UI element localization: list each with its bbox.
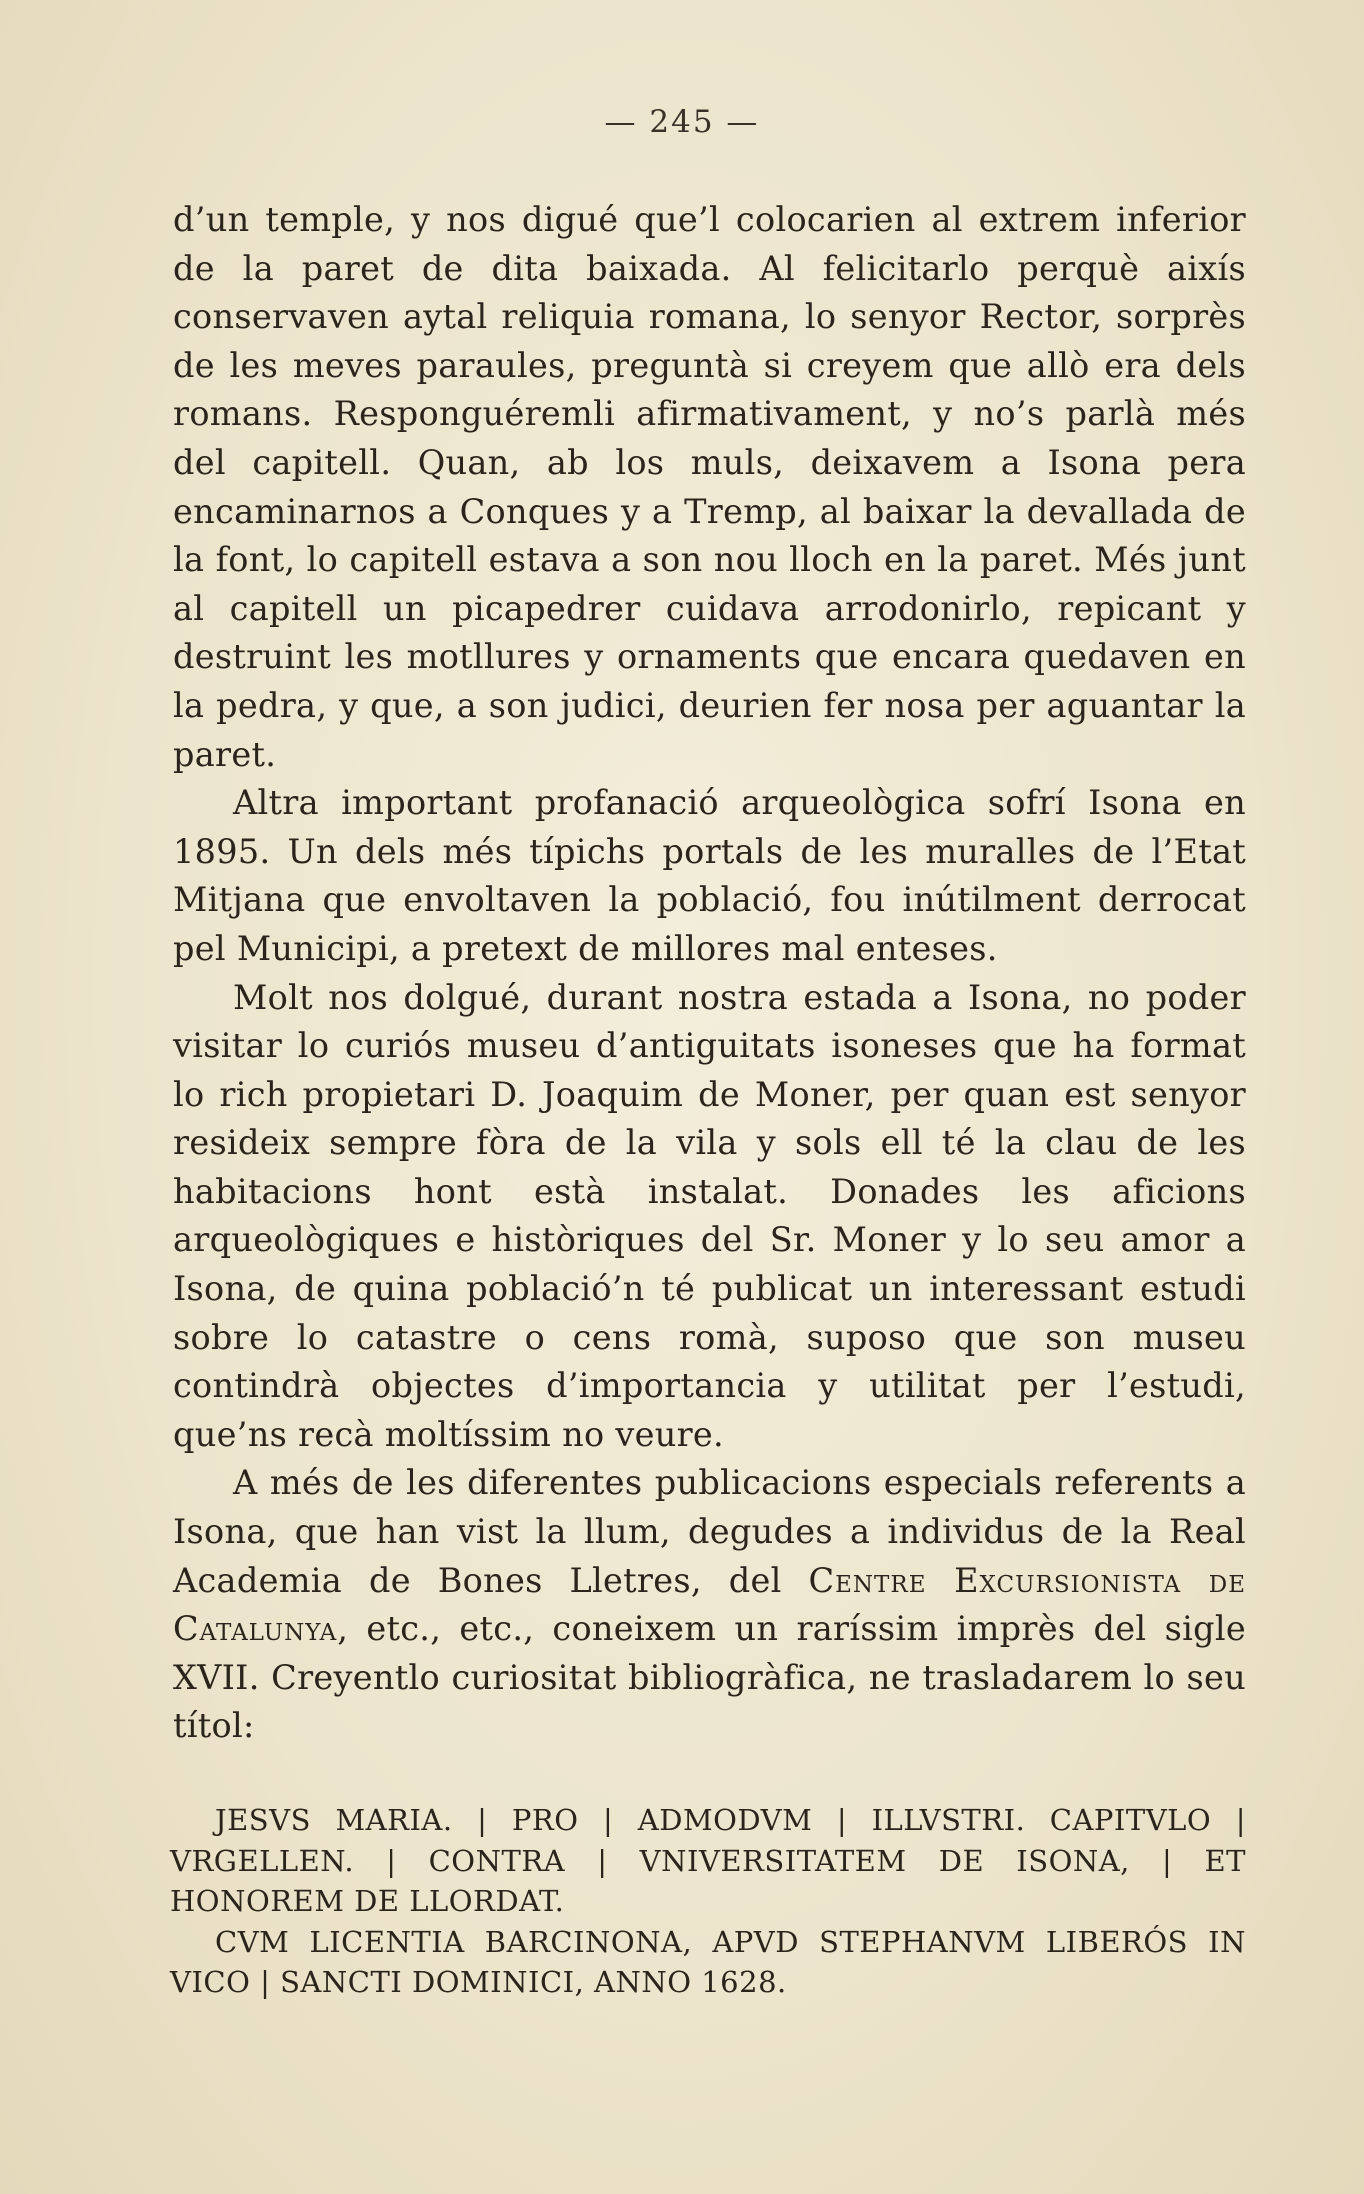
paragraph-3: Molt nos dolgué, durant nostra estada a Isona, no poder visitar lo curiós museu d’antiguitats isoneses que ha format lo rich propietari D. Joaquim de Moner, per quan est senyor resideix sempre fòra de la vila y sols ell té la clau de les habitacions hont està instalat. Donades les aficions arqueològiques e històriques del Sr. Moner y lo seu amor a Isona, de quina població’n té publicat un interessant estudi sobre lo catastre o cens romà, suposo que son museu contindrà objectes d’importancia y utilitat per l’estudi, que’ns recà moltíssim no veure. <box>173 977 1246 1454</box>
book-title-citation <box>170 1800 1246 2003</box>
page-number: — 245 — <box>604 104 760 140</box>
society-name: Centre Excursionista de Catalunya <box>173 1560 1246 1649</box>
paragraph-4-start: A més de les diferentes publicacions especials referents a Isona, que han vist la llum, degudes a individus de la Real Academia de Bones Lletres, del <box>173 1463 1246 1600</box>
body-text <box>173 196 1246 1751</box>
paragraph-1: d’un temple, y nos digué que’l colocarien al extrem inferior de la paret de dita baixada. Al felicitarlo perquè aixís conservaven aytal reliquia romana, lo senyor Rector, sorprès de les meves paraules, preguntà si creyem que allò era dels romans. Responguéremli afirmativament, y no’s parlà més del capitell. Quan, ab los muls, deixavem a Isona pera encaminarnos a Conques y a Tremp, al baixar la devallada de la font, lo capitell estava a son nou lloch en la paret. Més junt al capitell un picapedrer cuidava arrodonirlo, repicant y destruint les motllures y ornaments que encara quedaven en la pedra, y que, a son judici, deurien fer nosa per aguantar la paret. <box>173 200 1246 774</box>
paragraph-2: Altra important profanació arqueològica sofrí Isona en 1895. Un dels més típichs portals de les muralles de l’Etat Mitjana que envoltaven la població, fou inútilment derrocat pel Municipi, a pretext de millores mal enteses. <box>173 783 1246 968</box>
paragraph-4 <box>173 1459 1246 1751</box>
citation-imprint: CVM LICENTIA BARCINONA, APVD STEPHANVM LIBERÓS IN VICO | SANCTI DOMINICI, ANNO 1628. <box>170 1924 1246 1999</box>
citation-title: JESVS MARIA. | PRO | ADMODVM | ILLVSTRI. CAPITVLO | VRGELLEN. | CONTRA | VNIVERSITATEM DE ISONA, | ET HONOREM DE LLORDAT. <box>170 1803 1246 1918</box>
paragraph-4-end: , etc., etc., coneixem un raríssim imprès del sigle XVII. Creyentlo curiositat bibliogràfica, ne trasladarem lo seu títol: <box>173 1609 1246 1746</box>
